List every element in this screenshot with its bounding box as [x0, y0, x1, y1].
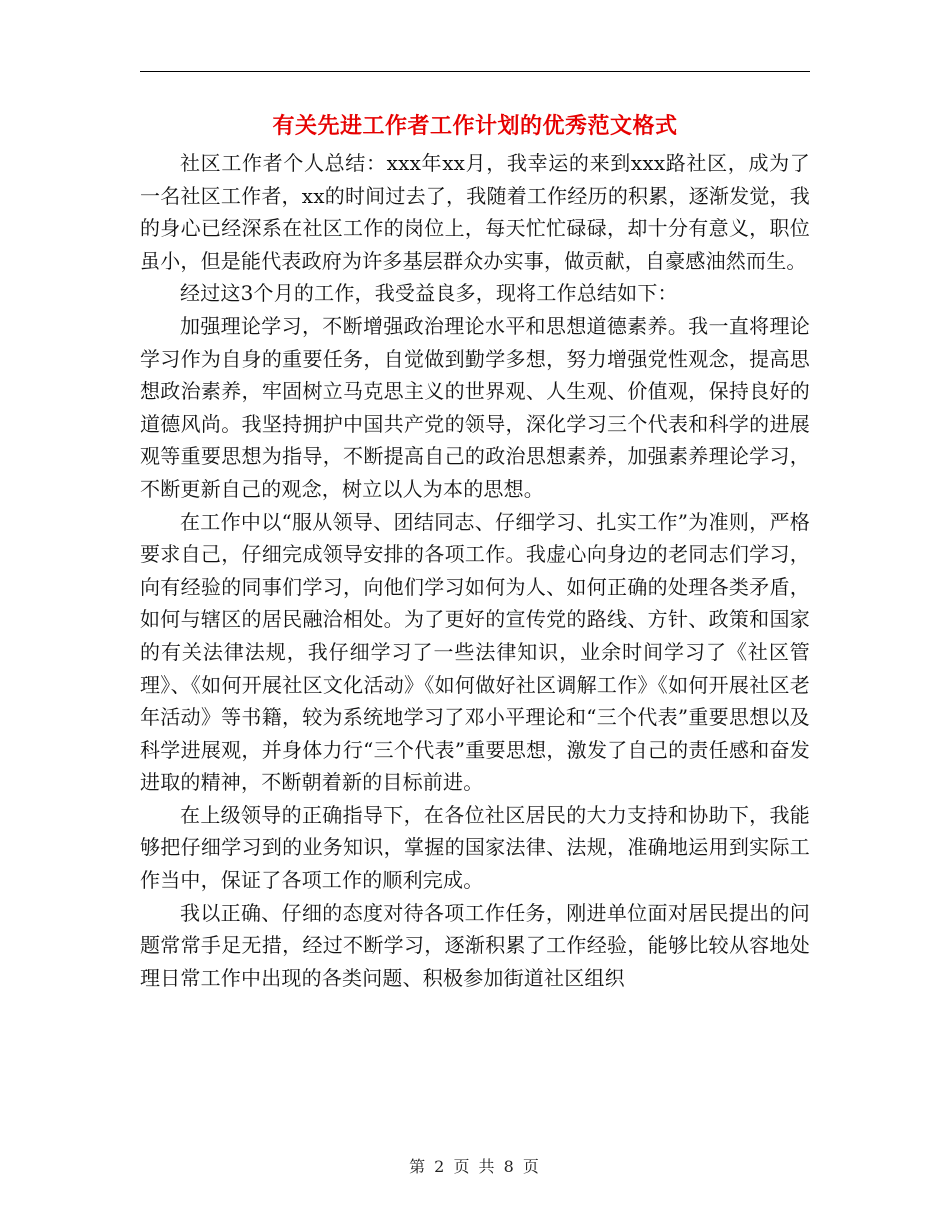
header-rule [140, 71, 810, 72]
document-title: 有关先进工作者工作计划的优秀范文格式 [272, 114, 678, 139]
paragraph-attitude: 我以正确、仔细的态度对待各项工作任务，刚进单位面对居民提出的问题常常手足无措，经过不断学习，逐渐积累了工作经验，能够比较从容地处理日常工作中出现的各类问题、积极参加街道社区组织 [140, 900, 810, 990]
page-number-footer: 第 2 页 共 8 页 [409, 1157, 541, 1176]
paragraph-guidance: 在上级领导的正确指导下，在各位社区居民的大力支持和协助下，我能够把仔细学习到的业务知识，掌握的国家法律、法规，准确地运用到实际工作当中，保证了各项工作的顺利完成。 [140, 802, 810, 893]
paragraph-work-principles: 在工作中以“服从领导、团结同志、仔细学习、扎实工作”为准则，严格要求自己，仔细完成领导安排的各项工作。我虚心向身边的老同志们学习，向有经验的同事们学习，向他们学习如何为人、如何正确的处理各类矛盾，如何与辖区的居民融洽相处。为了更好的宣传党的路线、方针、政策和国家的有关法律法规，我仔细学习了一些法律知识，业余时间学习了《社区管理》、《如何开展社区文化活动》《如何做好社区调解工作》《如何开展社区老年活动》等书籍，较为系统地学习了邓小平理论和“三个代表”重要思想以及科学进展观，并身体力行“三个代表”重要思想，激发了自己的责任感和奋发进取的精神，不断朝着新的目标前进。 [140, 509, 810, 795]
paragraph-theory-study: 加强理论学习，不断增强政治理论水平和思想道德素养。我一直将理论学习作为自身的重要任务，自觉做到勤学多想，努力增强党性观念，提高思想政治素养，牢固树立马克思主义的世界观、人生观、价值观，保持良好的道德风尚。我坚持拥护中国共产党的领导，深化学习三个代表和科学的进展观等重要思想为指导，不断提高自己的政治思想素养，加强素养理论学习，不断更新自己的观念，树立以人为本的思想。 [140, 313, 810, 501]
paragraph-summary-lead: 经过这3个月的工作，我受益良多，现将工作总结如下： [180, 281, 678, 306]
document-body [140, 147, 810, 994]
paragraph-intro: 社区工作者个人总结：xxx年xx月，我幸运的来到xxx路社区，成为了一名社区工作者，xx的时间过去了，我随着工作经历的积累，逐渐发觉，我的身心已经深系在社区工作的岗位上，每天忙忙碌碌，却十分有意义，职位虽小，但是能代表政府为许多基层群众办实事，做贡献，自豪感油然而生。 [140, 151, 810, 273]
